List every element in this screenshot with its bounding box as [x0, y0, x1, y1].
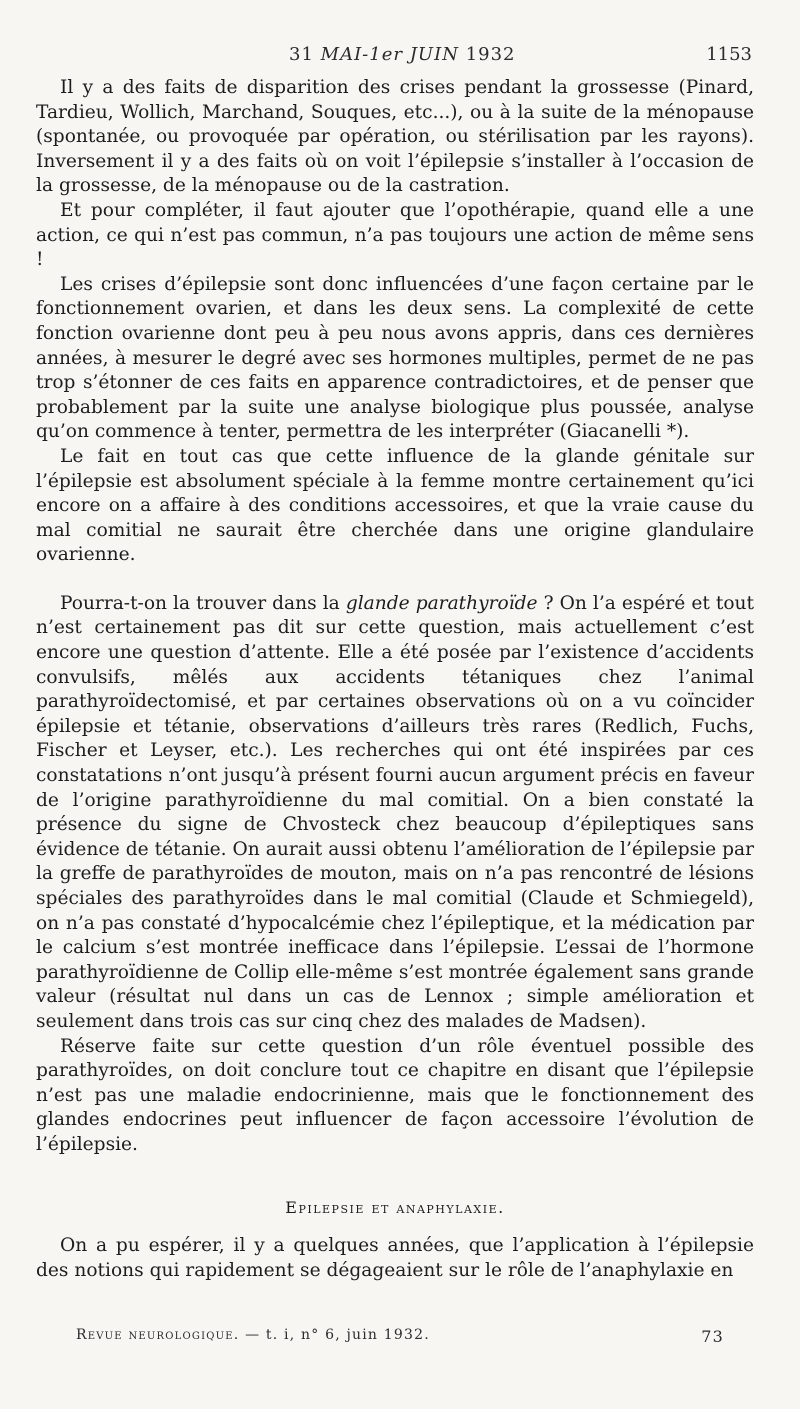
paragraph: Les crises d’épilepsie sont donc influencées d’une façon certaine par le fonctionnement ovarien, et dans les deux sens. La complexité de cette fonction ovarienne dont peu à peu nous avons appris, dans ces dernières années, à mesurer le degré avec ses hormones multiples, permet de ne pas trop s’étonner de ces faits en apparence contradictoires, et de penser que probablement par la suite une analyse biologique plus poussée, analyse qu’on commence à tenter, permettra de les interpréter (Giacanelli *).: [36, 273, 754, 443]
page-footer: [76, 1327, 724, 1346]
section-heading: Epilepsie et anaphylaxie.: [285, 1197, 505, 1217]
running-header: [0, 44, 800, 70]
article-body: [36, 76, 754, 1283]
paragraph: Il y a des faits de disparition des crises pendant la grossesse (Pinard, Tardieu, Wollich, Marchand, Souques, etc...), ou à la suite de la ménopause (spontanée, ou provoquée par opération, ou stérilisation par les rayons). Inversement il y a des faits où on voit l’épilepsie s’installer à l’occasion de la grossesse, de la ménopause ou de la castration.: [36, 77, 754, 197]
paragraph-parathyroid: Pourra-t-on la trouver dans la glande parathyroïde ? On l’a espéré et tout n’est certainement pas dit sur cette question, mais actuellement c’est encore une question d’attente. Elle a été posée par l’existence d’accidents convulsifs, mêlés aux accidents tétaniques chez l’animal parathyroïdectomisé, et par certaines observations où on a vu coïncider épilepsie et tétanie, observations d’ailleurs très rares (Redlich, Fuchs, Fischer et Leyser, etc.). Les recherches qui ont été inspirées par ces constatations n’ont jusqu’à présent fourni aucun argument précis en faveur de l’origine parathyroïdienne du mal comitial. On a bien constaté la présence du signe de Chvosteck chez beaucoup d’épileptiques sans évidence de tétanie. On aurait aussi obtenu l’amélioration de l’épilepsie par la greffe de parathyroïdes de mouton, mais on n’a pas rencontré de lésions spéciales des parathyroïdes dans le mal comitial (Claude et Schmiegeld), on n’a pas constaté d’hypocalcémie chez l’épileptique, et la médication par le calcium s’est montrée inefficace dans l’épilepsie. L’essai de l’hormone parathyroïdienne de Collip elle-même s’est montrée également sans grande valeur (résultat nul dans un cas de Lennox ; simple amélioration et seulement dans trois cas sur cinq chez des malades de Madsen).: [36, 592, 754, 1032]
paragraph-anaphylaxie: On a pu espérer, il y a quelques années, que l’application à l’épilepsie des notions qui rapidement se dégageaient sur le rôle de l’anaphylaxie en: [36, 1235, 754, 1281]
page-number: 1153: [706, 44, 752, 65]
italic-term: glande parathyroïde: [345, 592, 538, 614]
journal-name: Revue neurologique.: [76, 1327, 240, 1343]
paragraph: Le fait en tout cas que cette influence de la glande génitale sur l’épilepsie est absolument spéciale à la femme montre certainement qu’ici encore on a affaire à des conditions accessoires, et que la vraie cause du mal comitial ne saurait être cherchée dans une origine glandulaire ovarienne.: [36, 445, 754, 566]
header-date: 31 MAI-1er JUIN 1932: [289, 44, 516, 65]
paragraph-conclusion: Réserve faite sur cette question d’un rôle éventuel possible des parathyroïdes, on doit conclure tout ce chapitre en disant que l’épilepsie n’est pas une maladie endocrinienne, mais que le fonctionnement des glandes endocrines peut influencer de façon accessoire l’évolution de l’épilepsie.: [36, 1035, 754, 1155]
issue-info: — t. i, n° 6, juin 1932.: [245, 1327, 430, 1343]
paragraph: Et pour compléter, il faut ajouter que l’opothérapie, quand elle a une action, ce qui n’est pas commun, n’a pas toujours une action de même sens !: [36, 199, 754, 271]
signature-folio: 73: [701, 1327, 724, 1346]
